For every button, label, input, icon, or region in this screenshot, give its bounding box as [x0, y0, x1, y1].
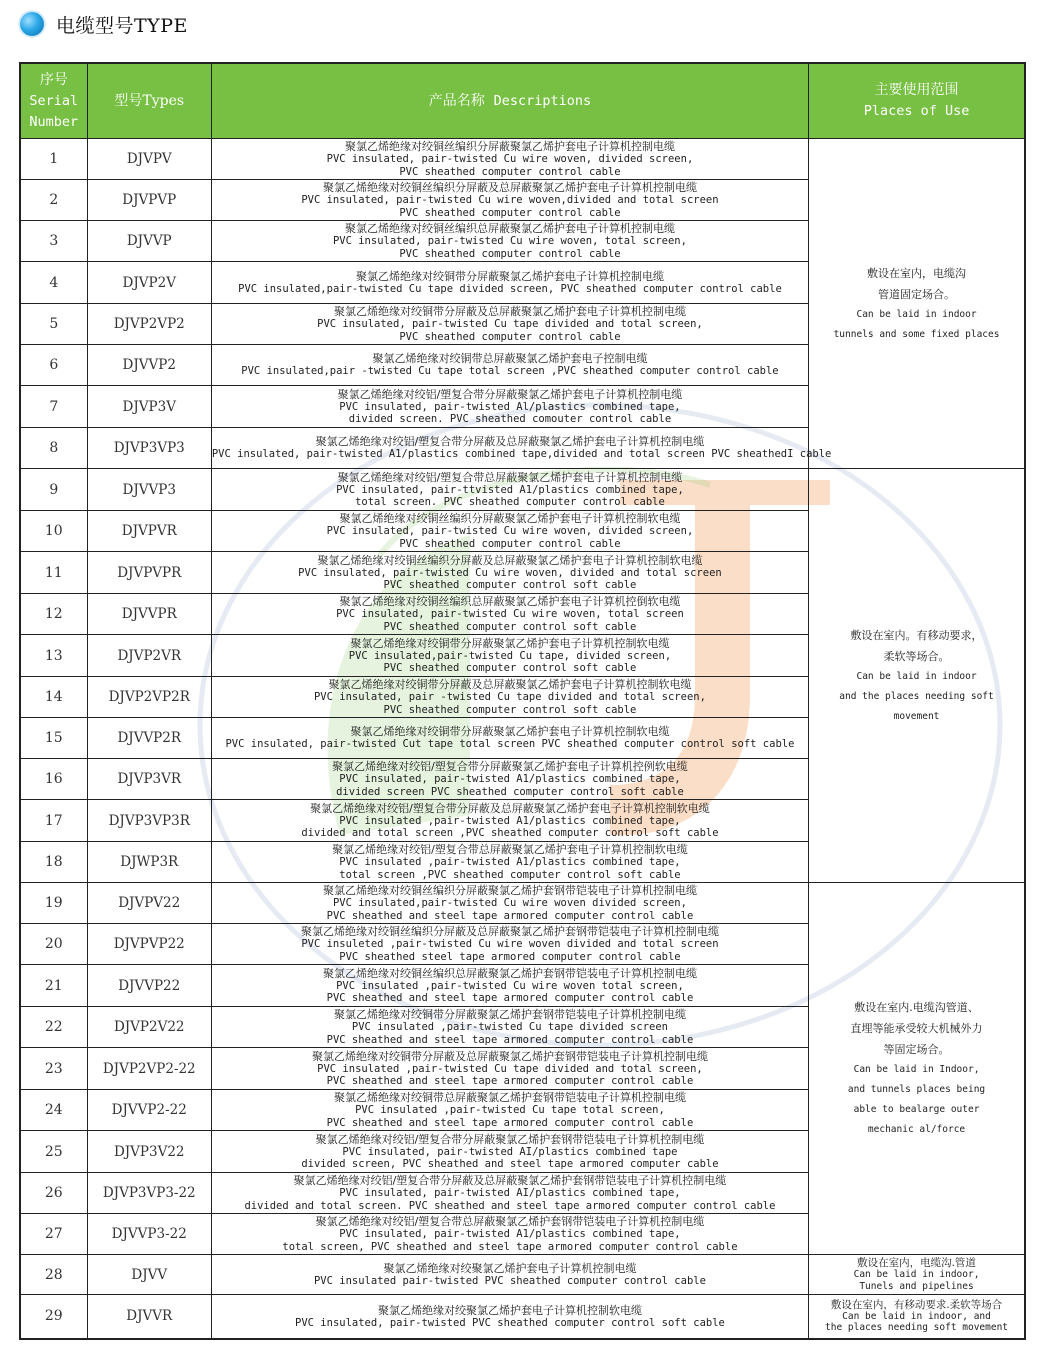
description-cell — [211, 594, 808, 635]
description-cn: 聚氯乙烯绝缘对绞铜丝编织分屏蔽聚氯乙烯护套钢带铠装电子计算机控制电缆 — [322, 884, 697, 897]
description-cell — [211, 924, 808, 965]
description-cell — [211, 759, 808, 800]
description-en-line: PVC sheathed computer control soft cable — [383, 579, 637, 591]
table-row — [20, 139, 1025, 180]
section-header — [20, 8, 188, 40]
description-cell — [211, 1214, 808, 1255]
description-en-line: PVC insulated, pair-twisted Cu tape divided and total screen, — [317, 318, 703, 330]
description-en-line: PVC insulated,pair -twisted Cu tape total screen ,PVC sheathed computer control cable — [241, 365, 779, 378]
description-cell — [211, 1007, 808, 1048]
header-type: 型号Types — [87, 63, 211, 139]
serial-number-cell: 10 — [20, 511, 87, 552]
use-cn-line: 敷设在室内，电缆沟 — [867, 266, 967, 280]
use-en-line: Can be laid in indoor — [856, 308, 977, 320]
description-en-line: PVC insulated pair-twisted PVC sheathed computer control cable — [313, 1274, 706, 1287]
use-en-line: Tunels and pipelines — [859, 1280, 974, 1292]
description-en-line: divided screen PVC sheathed computer control soft cable — [336, 785, 684, 798]
serial-number-cell: 4 — [20, 262, 87, 304]
serial-number-cell: 11 — [20, 552, 87, 594]
serial-number-cell: 7 — [20, 386, 87, 428]
description-cn: 聚氯乙烯绝缘对绞铜丝编织总屏蔽聚氯乙烯护套钢带铠装电子计算机控制电缆 — [322, 966, 697, 980]
use-en-line: Can be laid in Indoor, — [853, 1064, 980, 1075]
serial-number-cell: 28 — [20, 1255, 87, 1295]
description-en-line: total screen ,PVC sheathed computer control soft cable — [339, 868, 681, 881]
places-of-use-cell — [809, 1255, 1025, 1295]
description-en-line: PVC sheathed steel tape armored computer control cable — [339, 950, 681, 963]
description-en-line: PVC insuleted ,pair-twisted Cu wire woven divided and total screen — [301, 938, 719, 950]
description-cell — [211, 304, 808, 345]
description-en-line: divided screen, PVC sheathed and steel tape armored computer cable — [301, 1158, 719, 1170]
description-en-line: PVC insulated ,pair-twisted Cu tape divided and total screen, — [317, 1062, 703, 1075]
description-en-line: PVC insulated, pair-twisted Cut tape total screen PVC sheathed computer control soft cable — [225, 738, 795, 751]
header-serial: 序号 Serial Number — [20, 63, 87, 139]
places-of-use-cell — [809, 1295, 1025, 1339]
serial-number-cell: 18 — [20, 842, 87, 883]
description-cell — [211, 842, 808, 883]
serial-number-cell: 9 — [20, 469, 87, 511]
description-en-line: divided and total screen. PVC sheathed and steel tape armored computer control cable — [244, 1199, 776, 1212]
description-en-line: PVC sheathed and steel tape armored computer control cable — [326, 1033, 694, 1046]
description-en-line: PVC insulated, pair-ttvisted A1/plastics combined tape, — [336, 483, 684, 496]
type-cell: DJVVP — [87, 221, 211, 262]
serial-number-cell: 19 — [20, 883, 87, 924]
description-cell — [211, 428, 832, 469]
description-cell — [211, 552, 808, 594]
type-cell: DJVVP3-22 — [87, 1214, 211, 1255]
use-en-line: and tunnels places being — [847, 1084, 986, 1095]
type-cell: DJVP2VR — [87, 635, 211, 677]
type-cell: DJVVP2-22 — [87, 1090, 211, 1131]
description-cn: 聚氯乙烯绝缘对绞铝/塑复合带分屏蔽及总屏蔽聚氯乙烯护套电子计算机控制电缆 — [315, 435, 705, 449]
header-description: 产品名称 Descriptions — [211, 63, 808, 139]
description-cn: 聚氯乙烯绝缘对绞铜丝编织分屏蔽及总屏蔽聚氯乙烯护套电子计算机控制电缆 — [322, 181, 697, 194]
type-cell: DJVVR — [87, 1295, 211, 1339]
description-cn: 聚氯乙烯绝缘对绞铜带分屏蔽聚氯乙烯护套电子计算机控制电缆 — [355, 269, 664, 283]
description-cell — [211, 1131, 808, 1173]
description-cn: 聚氯乙烯绝缘对绞聚氯乙烯护套电子计算机控制电缆 — [383, 1261, 637, 1275]
use-en-line: mechanic al/force — [867, 1124, 966, 1135]
description-cell — [211, 883, 808, 924]
description-cell — [211, 386, 808, 428]
serial-number-cell: 24 — [20, 1090, 87, 1131]
description-cn: 聚氯乙烯绝缘对绞铜丝编织总屏蔽聚氯乙烯护套电子计算机控倒软电缆 — [339, 595, 681, 608]
serial-number-cell: 21 — [20, 965, 87, 1007]
serial-number-cell: 17 — [20, 800, 87, 842]
description-en-line: PVC insulated, pair-twisted Cu wire woven, divided screen, — [326, 153, 694, 165]
use-cn-line: 管道固定场合。 — [878, 287, 956, 301]
type-cell: DJVVPR — [87, 594, 211, 635]
serial-number-cell: 6 — [20, 345, 87, 386]
description-en-line: divided screen. PVC sheathed comouter control cable — [348, 413, 672, 425]
description-cn: 聚氯乙烯绝缘对绞铜带分屏蔽及总屏蔽聚氯乙烯护套钢带铠装电子计算机控制电缆 — [311, 1049, 708, 1063]
use-cn-line: 等固定场合。 — [883, 1043, 950, 1056]
serial-number-cell: 23 — [20, 1048, 87, 1090]
type-cell: DJVP2VP2-22 — [87, 1048, 211, 1090]
description-cn: 聚氯乙烯绝缘对绞铜带总屏蔽聚氯乙烯护套电子控制电缆 — [372, 352, 648, 366]
type-cell: DJVPVP — [87, 180, 211, 221]
description-en-line: PVC insulated, pair-twisted Cu wire woven, divided screen, — [326, 525, 694, 537]
description-en-line: PVC insulated, pair-twisted Cu wire woven,divided and total screen — [301, 194, 719, 206]
description-cn: 聚氯乙烯绝缘对绞铝/塑复合带分屏蔽聚氯乙烯护套钢带铠装电子计算机控制电缆 — [315, 1132, 705, 1146]
description-en-line: PVC insulated ,pair-twisted Cu wire woven total screen, — [336, 979, 684, 992]
use-en-line: able to bealarge outer — [853, 1104, 980, 1115]
use-cn-line: 敷设在室内，有移动要求.柔软等场合 — [830, 1298, 1003, 1311]
serial-number-cell: 2 — [20, 180, 87, 221]
type-cell: DJVVP2 — [87, 345, 211, 386]
places-of-use-cell — [809, 469, 1025, 883]
description-en-line: PVC insulated, pair-twisted PVC sheathed computer control soft cable — [295, 1316, 725, 1329]
serial-number-cell: 13 — [20, 635, 87, 677]
serial-number-cell: 16 — [20, 759, 87, 800]
description-cn: 聚氯乙烯绝缘对绞铜丝编织总屏蔽聚氯乙烯护套电子计算机控制电缆 — [344, 222, 675, 235]
description-cell — [211, 180, 808, 221]
description-cell — [211, 677, 808, 718]
description-cell — [211, 718, 808, 759]
description-en-line: PVC insulated, pair-twisted A1/plastics combined tape, — [339, 1228, 681, 1240]
description-cn: 聚氯乙烯绝缘对绞铝/塑复合带总屏蔽聚氯乙烯护套电子计算机控制电缆 — [337, 470, 683, 484]
description-en-line: PVC insulated, pair-twisted A1/plastics combined tape,divided and total screen PVC sheathedI cable — [211, 448, 832, 461]
use-cn-line: 敷设在室内.电缆沟管道、 — [854, 1001, 979, 1014]
places-of-use-cell — [809, 883, 1025, 1255]
table-row — [20, 1295, 1025, 1339]
blue-bullet-icon — [20, 12, 44, 36]
type-cell: DJVP2V22 — [87, 1007, 211, 1048]
description-cell — [211, 1090, 808, 1131]
use-en-line: and the places needing soft — [839, 690, 994, 702]
use-en-line: Can be laid in indoor — [856, 670, 977, 682]
description-en-line: PVC sheathed computer control cable — [399, 165, 621, 178]
table-header-row — [20, 63, 1025, 139]
header-places-of-use: 主要使用范围 Places of Use — [809, 63, 1025, 139]
serial-number-cell: 29 — [20, 1295, 87, 1339]
description-cn: 聚氯乙烯绝缘对绞铜带分屏蔽聚氯乙烯护套电子计算机控制软电缆 — [350, 725, 670, 739]
description-cn: 聚氯乙烯绝缘对绞铜丝编织分屏蔽及总屏蔽聚氯乙烯护套钢带铠装电子计算机控制电缆 — [300, 925, 719, 938]
description-en-line: PVC insulated ,pair-twisted Cu tape total screen, — [355, 1104, 665, 1116]
type-cell: DJVV — [87, 1255, 211, 1295]
description-cell — [211, 1173, 808, 1214]
type-cell: DJVP3VP3 — [87, 428, 211, 469]
serial-number-cell: 15 — [20, 718, 87, 759]
type-cell: DJVPV — [87, 139, 211, 180]
description-en-line: PVC sheathed computer control cable — [399, 537, 621, 550]
description-cn: 聚氯乙烯绝缘对绞铝/塑复合带总屏蔽聚氯乙烯护套钢带铠装电子计算机控制电缆 — [315, 1215, 705, 1228]
description-cell — [211, 262, 808, 304]
description-cn: 聚氯乙烯绝缘对绞铜丝编织分屏蔽聚氯乙烯护套电子计算机控制电缆 — [344, 140, 675, 153]
description-cn: 聚氯乙烯绝缘对绞铜丝编织分屏蔽及总屏蔽聚氯乙烯护套电子计算机控制软电缆 — [317, 553, 703, 567]
description-cell — [211, 511, 808, 552]
type-cell: DJVP3VR — [87, 759, 211, 800]
description-en-line: PVC sheathed and steel tape armored computer control cable — [326, 1116, 694, 1129]
description-en-line: PVC insulated ,pair-twisted Cu tape divided screen — [351, 1021, 668, 1033]
serial-number-cell: 5 — [20, 304, 87, 345]
type-cell: DJVPV22 — [87, 883, 211, 924]
section-title: 电缆型号TYPE — [56, 14, 188, 37]
description-en-line: PVC insulated,pair-twisted Cu tape, divided screen, — [348, 649, 672, 662]
description-cn: 聚氯乙烯绝缘对绞铜带分屏蔽及总屏蔽聚氯乙烯护套电子计算机控制软电缆 — [328, 678, 692, 691]
type-cell: DJVP2VP2R — [87, 677, 211, 718]
serial-number-cell: 27 — [20, 1214, 87, 1255]
table-row — [20, 1255, 1025, 1295]
description-en-line: PVC sheathed and steel tape armored computer control cable — [326, 909, 694, 922]
type-cell: DJVP3VP3-22 — [87, 1173, 211, 1214]
use-en-line: tunnels and some fixed places — [833, 328, 1000, 340]
use-cn-line: 柔软等场合。 — [883, 649, 950, 663]
description-en-line: PVC sheathed computer control soft cable — [383, 662, 637, 674]
description-en-line: PVC sheathed computer control cable — [399, 330, 621, 343]
use-en-line: the places needing soft movement — [825, 1322, 1009, 1334]
table-row — [20, 883, 1025, 924]
description-en-line: PVC insulated, pair-twisted AI/plastics combined tape, — [339, 1187, 681, 1199]
description-cn: 聚氯乙烯绝缘对绞铜带分屏蔽及总屏蔽聚氯乙烯护套电子计算机控制电缆 — [333, 305, 686, 318]
description-en-line: PVC insulated,pair-twisted Cu wire woven divided screen, — [332, 897, 687, 909]
description-cell — [211, 1255, 808, 1295]
description-cn: 聚氯乙烯绝缘对绞铜带分屏蔽聚氯乙烯护套钢带铠装电子计算机控制电缆 — [333, 1008, 686, 1021]
serial-number-cell: 8 — [20, 428, 87, 469]
description-cell — [211, 1048, 808, 1090]
description-en-line: PVC insulated, pair-twisted Cu wire woven, total screen, — [332, 235, 687, 247]
description-en-line: PVC sheathed and steel tape armored computer control cable — [326, 992, 694, 1004]
description-cell — [211, 635, 808, 677]
description-en-line: total screen, PVC sheathed and steel tape armored computer control cable — [282, 1240, 738, 1253]
serial-number-cell: 22 — [20, 1007, 87, 1048]
description-cell — [211, 965, 808, 1007]
description-en-line: PVC insulated, pair-twisted Al/plastics combined tape, — [339, 400, 681, 413]
description-cell — [211, 1295, 808, 1339]
description-cell — [211, 345, 808, 386]
table-body — [20, 139, 1025, 1339]
use-en-line: Can be laid in indoor, — [853, 1269, 980, 1280]
type-cell: DJVP3V22 — [87, 1131, 211, 1173]
description-en-line: PVC insulated ,pair-twisted A1/plastics combined tape, — [339, 856, 681, 868]
use-en-line: movement — [893, 710, 940, 722]
type-cell: DJVP2VP2 — [87, 304, 211, 345]
description-cn: 聚氯乙烯绝缘对绞铝/塑复合带总屏蔽聚氯乙烯护套电子计算机控制软电缆 — [332, 843, 688, 856]
description-en-line: PVC sheathed computer control soft cable — [383, 620, 637, 633]
description-en-line: PVC insulated, pair -twisted Cu tape divided and total screen, — [313, 691, 706, 703]
description-cn: 聚氯乙烯绝缘对绞铝/塑复合带分屏蔽聚氯乙烯护套电子计算机控制电缆 — [337, 387, 683, 401]
description-en-line: PVC insulated, pair-twisted Cu wire woven, total screen — [336, 608, 684, 620]
description-en-line: PVC insulated,pair-twisted Cu tape divided screen, PVC sheathed computer control cable — [238, 282, 782, 295]
description-cn: 聚氯乙烯绝缘对绞铝/塑复合带分屏蔽聚氯乙烯护套电子计算机控例软电缆 — [332, 760, 688, 773]
type-cell: DJVPVP22 — [87, 924, 211, 965]
description-en-line: PVC sheathed computer control cable — [399, 206, 621, 219]
places-of-use-cell — [809, 139, 1025, 469]
description-en-line: PVC insulated ,pair-twisted A1/plastics combined tape, — [339, 814, 681, 827]
table-row — [20, 469, 1025, 511]
serial-number-cell: 14 — [20, 677, 87, 718]
description-cn: 聚氯乙烯绝缘对绞铝/塑复合带分屏蔽及总屏蔽聚氯乙烯护套钢带铠装电子计算机控制电缆 — [293, 1174, 727, 1187]
type-cell: DJWP3R — [87, 842, 211, 883]
description-en-line: PVC sheathed computer control soft cable — [383, 703, 637, 716]
serial-number-cell: 12 — [20, 594, 87, 635]
type-cell: DJVPVR — [87, 511, 211, 552]
serial-number-cell: 26 — [20, 1173, 87, 1214]
serial-number-cell: 3 — [20, 221, 87, 262]
type-cell: DJVP3VP3R — [87, 800, 211, 842]
description-cell — [211, 469, 808, 511]
type-cell: DJVVP22 — [87, 965, 211, 1007]
cable-type-table — [19, 62, 1026, 1340]
use-cn-line: 敷设在室内，电缆沟.管道 — [857, 1257, 976, 1269]
type-cell: DJVP2V — [87, 262, 211, 304]
description-cn: 聚氯乙烯绝缘对绞铜带总屏蔽聚氯乙烯护套钢带铠装电子计算机控制电缆 — [333, 1091, 686, 1104]
use-cn-line: 直埋等能承受较大机械外力 — [850, 1022, 983, 1035]
description-cn: 聚氯乙烯绝缘对绞聚氯乙烯护套电子计算机控制软电缆 — [377, 1303, 642, 1317]
description-en-line: total screen. PVC sheathed computer control cable — [355, 496, 665, 508]
description-cn: 聚氯乙烯绝缘对绞铝/塑复合带分屏蔽及总屏蔽聚氯乙烯护套电子计算机控制软电缆 — [310, 801, 710, 815]
serial-number-cell: 20 — [20, 924, 87, 965]
type-cell: DJVVP3 — [87, 469, 211, 511]
description-cn: 聚氯乙烯绝缘对绞铜带分屏蔽聚氯乙烯护套电子计算机控制软电缆 — [350, 636, 670, 650]
description-en-line: PVC sheathed and steel tape armored computer control cable — [326, 1075, 694, 1087]
serial-number-cell: 25 — [20, 1131, 87, 1173]
description-en-line: PVC insulated, pair-twisted A1/plastics combined tape, — [339, 773, 681, 785]
description-cell — [211, 800, 808, 842]
type-cell: DJVVP2R — [87, 718, 211, 759]
type-cell: DJVP3V — [87, 386, 211, 428]
description-en-line: PVC insulated, pair-twisted Cu wire woven, divided and total screen — [298, 566, 722, 579]
type-cell: DJVPVPR — [87, 552, 211, 594]
description-cell — [211, 139, 808, 180]
serial-number-cell: 1 — [20, 139, 87, 180]
description-en-line: PVC insulated, pair-twisted AI/plastics combined tape — [342, 1145, 678, 1158]
use-en-line: Can be laid in indoor, and — [842, 1310, 991, 1322]
description-cn: 聚氯乙烯绝缘对绞铜丝编织分屏蔽聚氯乙烯护套电子计算机控制软电缆 — [339, 512, 681, 525]
description-cell — [211, 221, 808, 262]
description-en-line: PVC sheathed computer control cable — [399, 247, 621, 260]
description-en-line: divided and total screen ,PVC sheathed computer control soft cable — [301, 827, 719, 839]
use-cn-line: 敷设在室内。有移动要求， — [850, 628, 983, 642]
